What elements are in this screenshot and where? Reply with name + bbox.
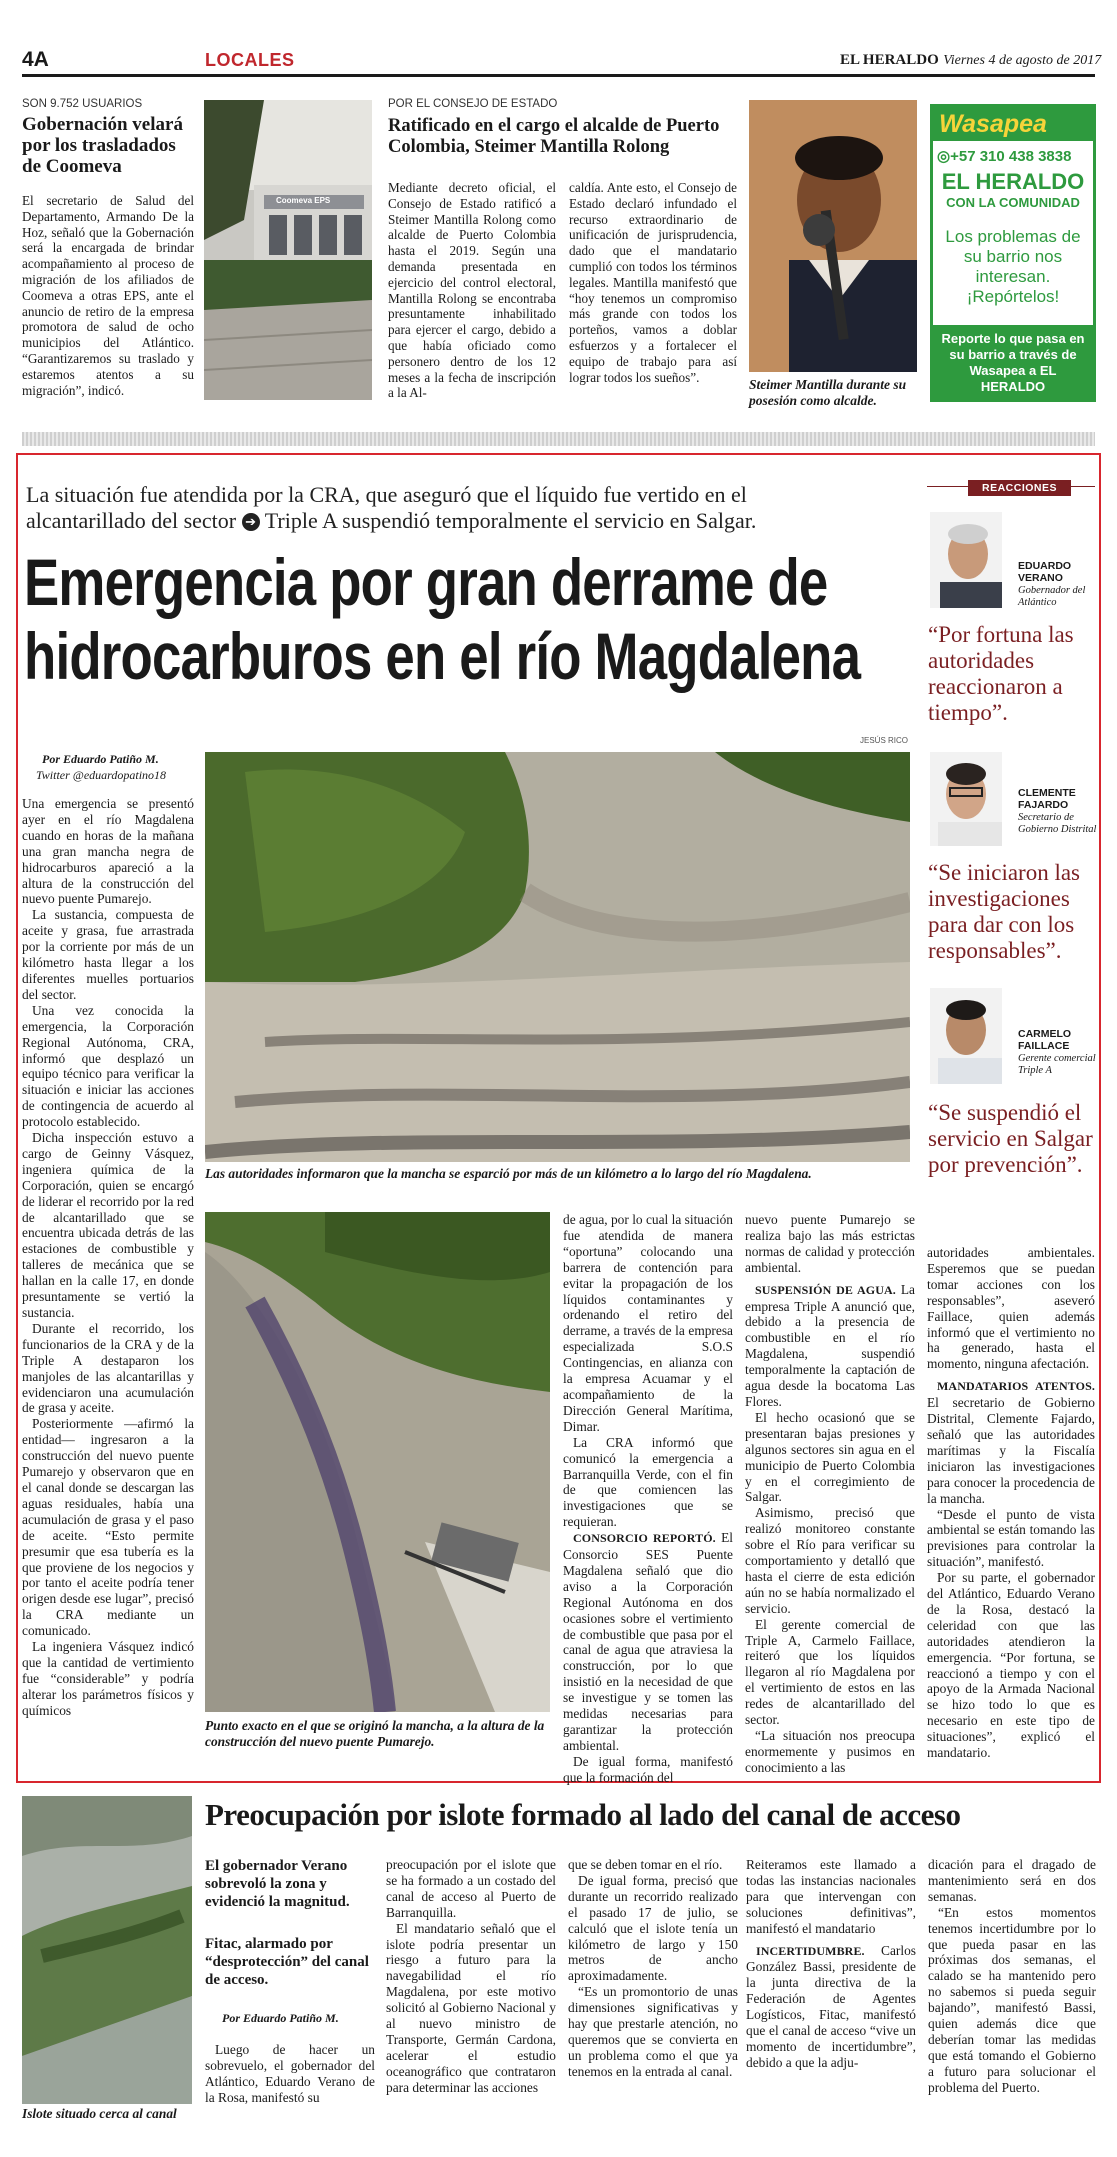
article-col-4: Reiteramos este llamado a todas las instancias nacionales para que intervengan con soluciones definitivas”, manifestó el mandatario INCERTIDUMBRE. Carlos González Bassi, presidente de la junta directiva de la Federación de Agentes Logísticos, Fitac, manifestó que el canal de acceso “vive un momento de incertidumbre”, debido a que la adju- [746, 1857, 916, 2070]
byline: Por Eduardo Patiño M. [222, 2011, 339, 2025]
photo-caption-1: Las autoridades informaron que la mancha se esparció por más de un kilómetro a lo largo del río Magdalena. [205, 1166, 812, 1181]
kicker: SON 9.752 USUARIOS [22, 98, 143, 110]
reaction-quote: “Se iniciaron las investigaciones para dar con los responsables”. [928, 860, 1081, 963]
story-headline: Preocupación por islote formado al lado del canal de acceso [205, 1797, 961, 1832]
section-label: LOCALES [205, 50, 295, 70]
story-body: El secretario de Salud del Departamento, Armando De la Hoz, señaló que la Gobernación será la encargada de brindar acompañamiento al proceso de migración de los afiliados de Coomeva a otras EPS, ante el anuncio de retiro de la empresa promotora de salud de ocho municipios del Atlántico. “Garantizaremos su traslado y estaremos atentos a su migración”, indicó. [22, 193, 194, 398]
wasapea-logo: Wasapea [939, 110, 1047, 138]
reaction-role: Gerente comercial Triple A [1018, 1053, 1096, 1076]
article-col-2: preocupación por el islote que se ha formado a un costado del canal de acceso al Puerto de Barranquilla. El mandatario señaló que el islote podría presentar un riesgo a futuro para la navegabilidad el río Magdalena, por este motivo solicitó al Gobierno Nacional y al nuevo ministro de Transporte, Germán Cardona, acelerar el estudio oceanográfico que contrataron para determinar las acciones [386, 1857, 556, 2095]
story-body-col1: Mediante decreto oficial, el Consejo de Estado ratificó a Steimer Mantilla Rolong como alcalde de Puerto Colombia hasta el 2019. Según una demanda presentada en ejercicio del control electoral, Mantilla Rolong se encontraba presuntamente inhabilitado para ejercer el cargo, debido a que había oficiado como personero dentro de los 12 meses a la fecha de inscripción a la Al- [388, 180, 556, 401]
reaction-quote: “Por fortuna las autoridades reaccionaron a tiempo”. [928, 622, 1074, 725]
article-col-4: nuevo puente Pumarejo se realiza bajo las más estrictas normas de calidad y protección ambiental. SUSPENSIÓN DE AGUA. La empresa Triple A anunció que, debido a la presencia de combustible en el río Magdalena, suspendió temporalmente la captación de agua desde la bocatoma Las Flores. El hecho ocasionó que se presentaran bajas presiones y algunos sectores sin agua en el municipio de Puerto Colombia y en el corregimiento de Salgar. Asimismo, precisó que realizó monitoreo constante sobre el Río para verificar su comportamiento y detalló que hasta el cierre de esta edición aún no se había normalizado el servicio. El gerente comercial de Triple A, Carmelo Faillace, reiteró que los líquidos llegaron al río Magdalena por el vertimiento de estos en las redes de alcantarillado del sector. “La situación nos preocupa enormemente y pusimos en conocimiento a las [745, 1212, 915, 1775]
photo-caption-2: Punto exacto en el que se originó la mancha, a la altura de la construcción del nuevo puente Pumarejo. [205, 1718, 545, 1749]
issue-date: Viernes 4 de agosto de 2017 [943, 53, 1102, 68]
ad-message: Los problemas de su barrio nos interesan. ¡Repórtelos! [945, 227, 1081, 306]
ad-phone [937, 147, 1071, 165]
deck-part-b: Triple A suspendió temporalmente el servicio en Salgar. [264, 508, 757, 533]
wasapea-ad[interactable] [930, 104, 1096, 402]
reaction-quote: “Se suspendió el servicio en Salgar por prevención”. [928, 1100, 1093, 1177]
ad-cta: Reporte lo que pasa en su barrio a través de Wasapea a EL HERALDO [941, 331, 1085, 394]
headline-line-1: Emergencia por gran derrame de [24, 545, 828, 619]
avatar [930, 752, 1002, 846]
summary-2: Fitac, alarmado por “desprotección” del canal de acceso. [205, 1936, 369, 1988]
reaction-role: Secretario de Gobierno Distrital [1018, 812, 1097, 835]
reacciones-label: REACCIONES [968, 480, 1071, 496]
subhead-incertidumbre: INCERTIDUMBRE. [756, 1943, 865, 1958]
oil-spill-photo [205, 752, 910, 1162]
reaction-name: CLEMENTE FAJARDO [1018, 787, 1076, 811]
page-number: 4A [22, 48, 49, 71]
story-title: Ratificado en el cargo el alcalde de Puerto Colombia, Steimer Mantilla Rolong [388, 116, 720, 157]
story-title: Gobernación velará por los trasladados de Coomeva [22, 114, 183, 177]
article-col-5: dicación para el dragado de mantenimiento será en dos semanas. “En estos momentos tenemos incertidumbre por lo que pueda pasar en las próximas dos semanas, el calado se ha mantenido pero no sabemos si pueda seguir bajando”, manifestó Bassi, quien además dice que deberían tomar las medidas que está tomando el Gobierno a futuro para solucionar el problema del Puerto. [928, 1857, 1096, 2095]
article-col-5: autoridades ambientales. Esperemos que se puedan tomar acciones con los responsables”, aseveró Faillace, quien además informó que el vertimiento no ha generado, hasta el momento, ninguna afectación. MANDATARIOS ATENTOS. El secretario de Gobierno Distrital, Clemente Fajardo, señaló que las autoridades marítimas y la Fiscalía iniciaron las investigaciones para conocer la procedencia de la mancha. “Desde el punto de vista ambiental se están tomando las previsiones para controlar la situación”, manifestó. Por su parte, el gobernador del Atlántico, Eduardo Verano de la Rosa, destacó la celeridad con que las autoridades atendieron la emergencia. “Por fortuna, se reaccionó a tiempo y con el apoyo de la Armada Nacional se hizo todo lo que es necesario en este tipo de situaciones”, explicó el mandatario. [927, 1245, 1095, 1761]
islote-photo [22, 1796, 192, 2104]
mayor-photo [749, 100, 917, 372]
byline: Por Eduardo Patiño M. [42, 752, 159, 766]
article-col-1: Luego de hacer un sobrevuelo, el gobernador del Atlántico, Eduardo Verano de la Rosa, manifestó su [205, 2042, 375, 2105]
subhead-suspension: SUSPENSIÓN DE AGUA. [755, 1282, 896, 1297]
subhead-consorcio: CONSORCIO REPORTÓ. [573, 1531, 716, 1546]
whatsapp-icon: ◎ [937, 148, 951, 165]
photo-caption: Islote situado cerca al canal [22, 2106, 177, 2121]
kicker: POR EL CONSEJO DE ESTADO [388, 98, 558, 110]
section-divider [22, 432, 1095, 446]
arrow-circle-icon: ➔ [242, 513, 260, 531]
avatar [930, 988, 1002, 1084]
summary-1: El gobernador Verano sobrevoló la zona y evidenció la magnitud. [205, 1858, 350, 1910]
article-col-3: de agua, por lo cual la situación fue atendida de manera “oportuna” colocando una barrera de contención para evitar la propagación de los líquidos contaminantes y ordenando el retiro del derrame, a través de la empresa especializada S.O.S Contingencias, en alianza con la empresa Acuamar y el acompañamiento de la Dirección General Marítima, Dimar. La CRA informó que comunicó la emergencia a Barranquilla Verde, con el fin de que comiencen las investigaciones que se requieran. CONSORCIO REPORTÓ. El Consorcio SES Puente Magdalena señaló que dio aviso a la Corporación Regional Autónoma en dos ocasiones sobre el vertimiento de combustible que pasa por el canal de agua que atraviesa la construcción, por lo que insistió en la necesidad de que se investigue y se tomen las medidas necesarias para garantizar la protección ambiental. De igual forma, manifestó que la formación del [563, 1212, 733, 1785]
sign-text: Coomeva EPS [276, 196, 331, 205]
avatar [930, 512, 1002, 608]
deck-part-a: alcantarillado del sector [26, 508, 237, 533]
article-col-3: que se deben tomar en el río. De igual forma, precisó que durante un recorrido realizado el pasado 17 de julio, se calculó que el islote tenía un kilómetro de largo y 150 metros de ancho aproximadamente. “Es un promontorio de unas dimensiones significativas y hay que prestarle atención, no queremos que se convierta en un problema como el que ya tenemos en la entrada al canal. [568, 1857, 738, 2079]
building-photo [204, 100, 372, 400]
ad-comunidad: CON LA COMUNIDAD [946, 195, 1080, 210]
deck-line-2 [26, 508, 756, 534]
paper-name: EL HERALDO [840, 52, 939, 68]
reaction-role: Gobernador del Atlántico [1018, 585, 1086, 608]
photo-credit: JESÚS RICO [860, 736, 909, 745]
ad-heraldo: EL HERALDO [941, 169, 1085, 194]
reaction-name: CARMELO FAILLACE [1018, 1028, 1072, 1052]
reaction-name: EDUARDO VERANO [1018, 560, 1072, 584]
story-body-col2: caldía. Ante esto, el Consejo de Estado declaró infundado el recurso extraordinario de unificación de jurisprudencia, dado que el mandatario cumplió con todos los términos legales. Mantilla manifestó que “hoy tenemos un compromiso más grande con todos los porteños, vamos a doblar esfuerzos y a fortalecer el equipo de trabajo para así lograr todos los sueños”. [569, 180, 737, 385]
deck-line-1: La situación fue atendida por la CRA, que aseguró que el líquido fue vertido en el [26, 482, 747, 507]
headline-line-2: hidrocarburos en el río Magdalena [24, 619, 861, 693]
photo-caption: Steimer Mantilla durante su posesión como alcalde. [749, 377, 907, 408]
masthead-line [840, 52, 1101, 69]
phone-number: +57 310 438 3838 [950, 148, 1072, 165]
article-col-1: Una emergencia se presentó ayer en el río Magdalena cuando en horas de la mañana una gran mancha negra de hidrocarburos apareció a la altura de la construcción del nuevo puente Pumarejo. La sustancia, compuesta de aceite y grasa, fue arrastrada por la corriente por más de un kilómetro hasta llegar a los diferentes muelles portuarios del sector. Una vez conocida la emergencia, la Corporación Regional Autónoma, CRA, informó que desplazó un equipo técnico para verificar la situación e iniciar las acciones de contingencia de acuerdo al protocolo establecido. Dicha inspección estuvo a cargo de Geinny Vásquez, ingeniera química de la Corporación, quien se encargó de liderar el recorrido por la red de alcantarillado que se encuentra ubicada detrás de las estaciones de combustible y talleres de mecánica que se hallan en la calle 17, en donde presuntamente se vertió la sustancia. Durante el recorrido, los funcionarios de la CRA y de la Triple A destaparon los manjoles de las alcantarillas y evidenciaron una acumulación de grasa y aceite. Posteriormente —afirmó la entidad— ingresaron a la construcción del nuevo puente Pumarejo y observaron que en el canal donde se descargan las aguas residuales, había una acumulación de grasa y el paso de aceite. “Esto permite presumir que esa tubería es la que proviene de los negocios y por tanto el aceite podría tener origen desde ese lugar”, precisó la CRA mediante un comunicado. La ingeniera Vásquez indicó que la cantidad de vertimiento fue “considerable” y podría alterar los parámetros físicos y químicos [22, 796, 194, 1718]
header-rule [22, 74, 1095, 77]
twitter-handle: Twitter @eduardopatino18 [36, 768, 167, 782]
canal-origin-photo [205, 1212, 550, 1712]
subhead-mandatarios: MANDATARIOS ATENTOS. [937, 1379, 1095, 1394]
